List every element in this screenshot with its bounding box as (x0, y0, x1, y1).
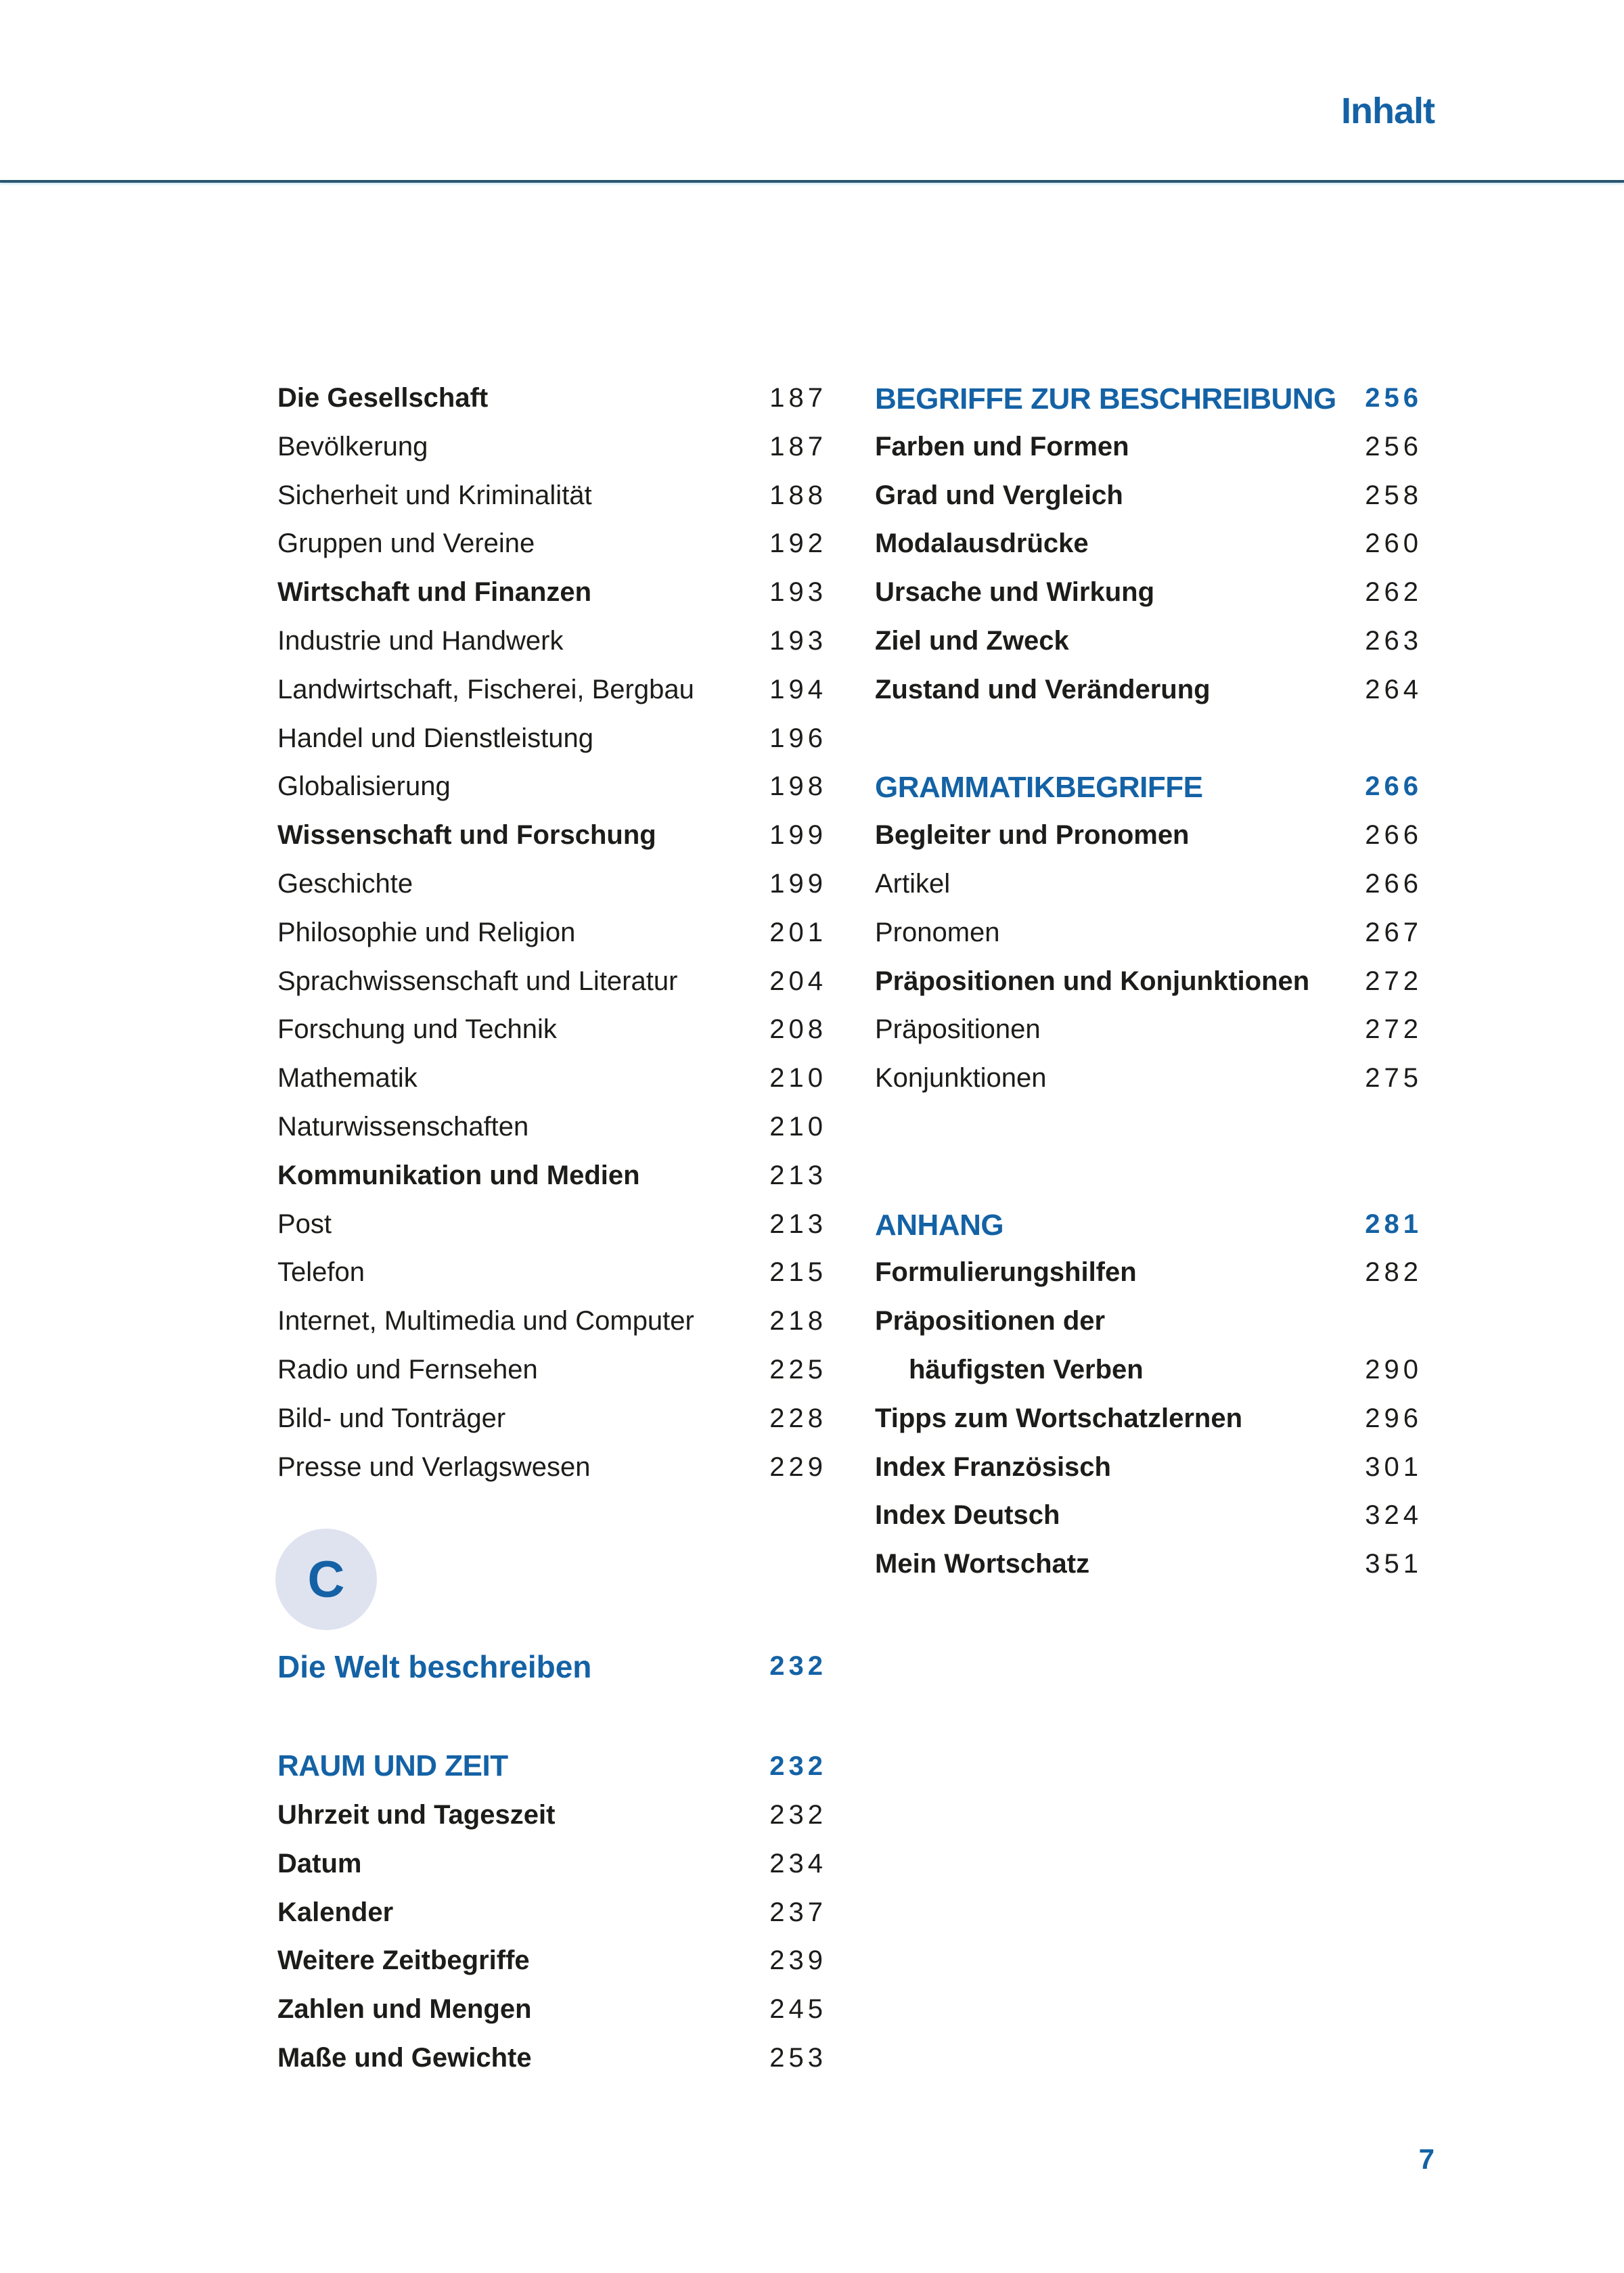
toc-entry-label: Globalisierung (277, 771, 451, 802)
toc-entry-label: Index Deutsch (875, 1500, 1060, 1531)
toc-entry-page: 301 (1365, 1451, 1422, 1482)
section-heading-label: RAUM UND ZEIT (277, 1749, 508, 1782)
section-heading-page: 232 (769, 1751, 827, 1781)
toc-entry-label: Ursache und Wirkung (875, 577, 1155, 608)
toc-entry-label: Präpositionen und Konjunktionen (875, 966, 1310, 996)
toc-row (875, 1549, 1422, 1598)
toc-entry-page: 239 (769, 1945, 827, 1976)
toc-entry-label: BEGRIFFE ZUR BESCHREIBUNG (875, 382, 1336, 415)
toc-entry-label: Forschung und Technik (277, 1014, 557, 1045)
toc-row (875, 1500, 1422, 1550)
toc-entry-page: 351 (1365, 1549, 1422, 1579)
toc-entry-label: Radio und Fernsehen (277, 1354, 538, 1385)
toc-entry-label: Kommunikation und Medien (277, 1160, 640, 1190)
toc-entry-label: Bild- und Tonträger (277, 1403, 506, 1433)
toc-row (277, 1111, 827, 1161)
toc-entry-page: 187 (769, 383, 827, 413)
toc-entry-page: 256 (1365, 431, 1422, 462)
toc-entry-label: Modalausdrücke (875, 528, 1089, 559)
section-heading-row (277, 1749, 827, 1799)
toc-entry-page: 193 (769, 625, 827, 656)
toc-entry-label: Philosophie und Religion (277, 917, 576, 947)
toc-entry-page: 201 (769, 917, 827, 947)
chapter-title-row (277, 1649, 827, 1699)
toc-entry-label: Formulierungshilfen (875, 1257, 1137, 1288)
toc-entry-page: 245 (769, 1994, 827, 2025)
toc-entry-label: Zustand und Veränderung (875, 674, 1211, 704)
toc-row (277, 480, 827, 530)
toc-row (277, 1209, 827, 1259)
toc-entry-page: 266 (1365, 868, 1422, 899)
toc-entry-label: Gruppen und Vereine (277, 528, 535, 559)
toc-entry-label: Tipps zum Wortschatzlernen (875, 1403, 1243, 1433)
toc-row (875, 1063, 1422, 1112)
page-title: Inhalt (1341, 91, 1435, 131)
toc-entry-label: Handel und Dienstleistung (277, 723, 593, 753)
toc-entry-page: 199 (769, 820, 827, 851)
toc-entry-page: 213 (769, 1160, 827, 1190)
toc-entry-label: Maße und Gewichte (277, 2042, 532, 2073)
toc-row (875, 724, 1418, 773)
toc-entry-label: Wirtschaft und Finanzen (277, 577, 592, 608)
toc-row (277, 625, 827, 675)
toc-entry-label: Kalender (277, 1897, 394, 1927)
chapter-title-page: 232 (769, 1651, 827, 1681)
toc-entry-page: 264 (1365, 674, 1422, 704)
toc-entry-label: Die Gesellschaft (277, 383, 489, 413)
toc-row (277, 917, 827, 967)
toc-entry-label: Bevölkerung (277, 431, 428, 462)
toc-entry-page: 260 (1365, 528, 1422, 559)
toc-row (875, 431, 1422, 481)
chapter-c-badge (275, 1529, 377, 1630)
toc-entry-label: Ziel und Zweck (875, 625, 1069, 656)
toc-entry-label: Mathematik (277, 1063, 418, 1094)
toc-row (277, 1063, 827, 1112)
toc-entry-page: 215 (769, 1257, 827, 1288)
toc-entry-page: 290 (1365, 1354, 1422, 1385)
toc-entry-page: 187 (769, 431, 827, 462)
toc-entry-label: Sicherheit und Kriminalität (277, 480, 592, 510)
toc-entry-page: 275 (1365, 1063, 1422, 1094)
toc-row (277, 674, 827, 724)
toc-entry-label: Internet, Multimedia und Computer (277, 1306, 694, 1336)
toc-entry-page: 196 (769, 723, 827, 753)
toc-entry-label: Artikel (875, 868, 951, 899)
toc-section-heading-row (875, 1208, 1422, 1259)
toc-entry-label: Geschichte (277, 868, 413, 899)
toc-row (875, 1257, 1422, 1307)
toc-row (277, 431, 827, 481)
toc-entry-page: 272 (1365, 966, 1422, 996)
toc-entry-label: Zahlen und Mengen (277, 1994, 532, 2025)
toc-entry-page: 218 (769, 1306, 827, 1336)
toc-row (277, 771, 827, 821)
toc-row (875, 577, 1422, 627)
toc-row (277, 723, 827, 773)
toc-row (277, 868, 827, 918)
toc-entry-label: Begleiter und Pronomen (875, 820, 1190, 851)
toc-entry-label: Sprachwissenschaft und Literatur (277, 966, 678, 996)
toc-entry-label: Weitere Zeitbegriffe (277, 1945, 530, 1976)
toc-row (277, 1354, 827, 1404)
toc-entry-page: 262 (1365, 577, 1422, 608)
toc-entry-page: 256 (1365, 383, 1422, 413)
toc-right-column (875, 382, 1422, 1598)
toc-entry-label: Konjunktionen (875, 1063, 1047, 1094)
toc-row (277, 1451, 827, 1502)
toc-entry-page: 210 (769, 1063, 827, 1094)
toc-entry-page: 232 (769, 1800, 827, 1830)
toc-row (277, 383, 827, 432)
toc-row (875, 528, 1422, 578)
toc-entry-label: Presse und Verlagswesen (277, 1451, 591, 1482)
toc-entry-page: 213 (769, 1209, 827, 1239)
toc-row (875, 820, 1422, 870)
toc-row (277, 2042, 827, 2092)
toc-entry-page: 192 (769, 528, 827, 559)
chapter-letter: C (307, 1550, 345, 1608)
page-number: 7 (1418, 2143, 1435, 2175)
toc-row (277, 966, 827, 1016)
toc-entry-page: 194 (769, 674, 827, 704)
toc-entry-label: Naturwissenschaften (277, 1111, 529, 1142)
toc-entry-page: 253 (769, 2042, 827, 2073)
toc-left-column-top (277, 383, 827, 1501)
toc-entry-label: GRAMMATIKBEGRIFFE (875, 771, 1203, 805)
toc-row (277, 820, 827, 870)
toc-entry-page: 193 (769, 577, 827, 608)
toc-row (875, 966, 1422, 1016)
toc-row (277, 1800, 827, 1849)
toc-entry-label: ANHANG (875, 1208, 1004, 1242)
toc-entry-page: 324 (1365, 1500, 1422, 1531)
toc-row (277, 1257, 827, 1307)
toc-entry-page: 266 (1365, 820, 1422, 851)
toc-entry-label: Mein Wortschatz (875, 1549, 1090, 1579)
toc-row (277, 1403, 827, 1453)
toc-entry-page: 234 (769, 1848, 827, 1878)
toc-row (875, 917, 1422, 967)
toc-entry-page: 272 (1365, 1014, 1422, 1045)
toc-row (875, 1161, 1418, 1210)
toc-entry-label: Telefon (277, 1257, 365, 1288)
toc-row (875, 674, 1422, 724)
toc-entry-label: Industrie und Handwerk (277, 625, 564, 656)
toc-entry-label: Post (277, 1209, 332, 1239)
toc-entry-page: 228 (769, 1403, 827, 1433)
toc-row (277, 1160, 827, 1210)
toc-row (277, 1945, 827, 1995)
toc-row (277, 1897, 827, 1947)
toc-entry-page: 210 (769, 1111, 827, 1142)
toc-row (875, 1014, 1422, 1064)
toc-entry-page: 263 (1365, 625, 1422, 656)
toc-entry-page: 281 (1365, 1209, 1422, 1239)
toc-row (277, 1306, 827, 1355)
toc-entry-label: Farben und Formen (875, 431, 1129, 462)
toc-row (875, 1354, 1422, 1404)
toc-entry-page: 188 (769, 480, 827, 510)
toc-entry-page: 296 (1365, 1403, 1422, 1433)
toc-entry-label: Index Französisch (875, 1451, 1111, 1482)
toc-entry-label: Landwirtschaft, Fischerei, Bergbau (277, 674, 694, 704)
toc-entry-page: 282 (1365, 1257, 1422, 1288)
toc-row (875, 868, 1422, 918)
toc-row (277, 1994, 827, 2044)
toc-row (875, 480, 1422, 530)
toc-entry-label: Pronomen (875, 917, 1000, 947)
toc-entry-page: 237 (769, 1897, 827, 1927)
header-rule (0, 180, 1624, 183)
toc-row (875, 1451, 1422, 1502)
toc-row (875, 1307, 1418, 1355)
toc-row (277, 577, 827, 627)
toc-entry-label: Datum (277, 1848, 362, 1878)
toc-entry-page: 258 (1365, 480, 1422, 510)
toc-row (875, 1403, 1422, 1453)
toc-entry-page: 208 (769, 1014, 827, 1045)
chapter-title-label: Die Welt beschreiben (277, 1649, 592, 1684)
toc-row (277, 528, 827, 578)
toc-entry-label: Präpositionen der (875, 1306, 1106, 1336)
toc-section-heading-row (875, 382, 1422, 432)
toc-entry-page: 267 (1365, 917, 1422, 947)
toc-entry-page: 229 (769, 1451, 827, 1482)
toc-entry-label: Grad und Vergleich (875, 480, 1123, 510)
toc-entry-page: 198 (769, 771, 827, 802)
toc-row (277, 1848, 827, 1898)
toc-row (277, 1014, 827, 1064)
toc-entry-page: 266 (1365, 771, 1422, 802)
toc-entry-page: 204 (769, 966, 827, 996)
toc-entry-label: Präpositionen (875, 1014, 1041, 1045)
toc-row (875, 1112, 1418, 1161)
toc-left-column-bottom (277, 1800, 827, 2092)
toc-entry-label: Uhrzeit und Tageszeit (277, 1800, 556, 1830)
toc-entry-label: häufigsten Verben (909, 1354, 1144, 1385)
toc-entry-label: Wissenschaft und Forschung (277, 820, 656, 851)
toc-section-heading-row (875, 771, 1422, 821)
toc-entry-page: 199 (769, 868, 827, 899)
toc-entry-page: 225 (769, 1354, 827, 1385)
toc-row (875, 625, 1422, 675)
